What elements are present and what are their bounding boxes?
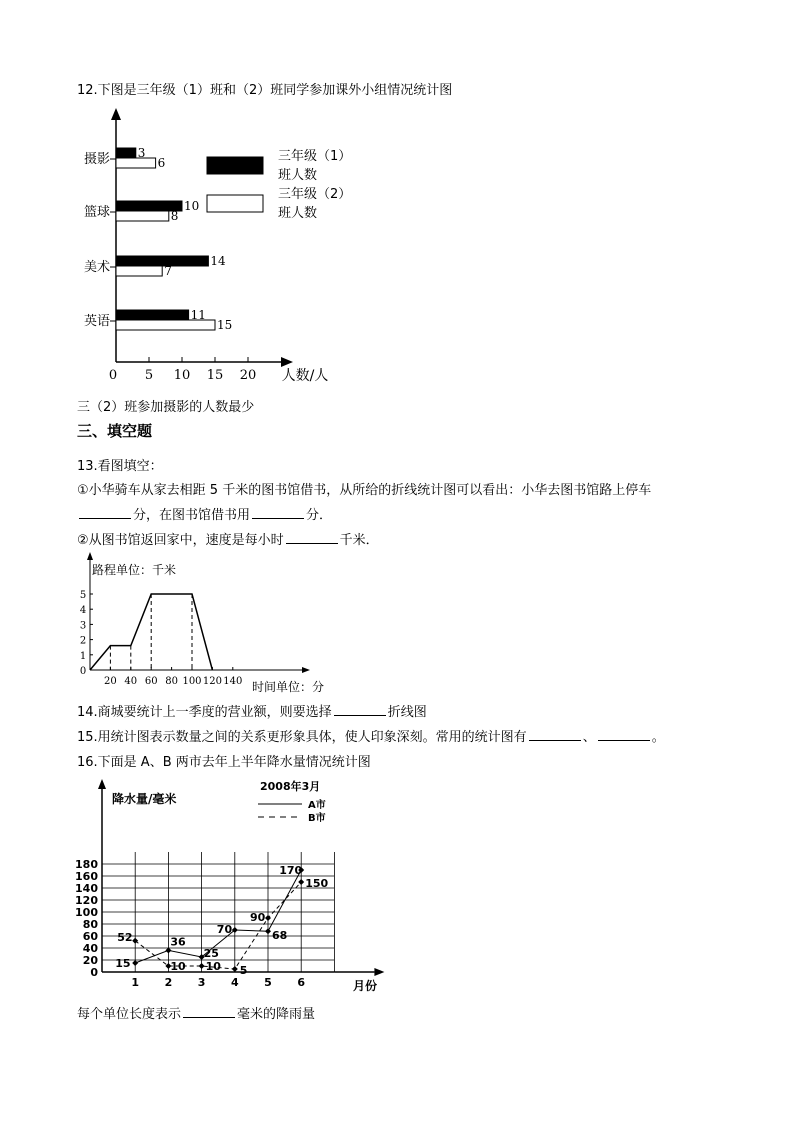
bar [116, 148, 136, 158]
q15 [77, 726, 665, 745]
category-label: 摄影 [83, 152, 111, 167]
data-point [132, 960, 138, 966]
x-tick-label: 2 [164, 976, 173, 989]
bar-value-label: 15 [217, 318, 233, 332]
data-label: 10 [205, 960, 221, 973]
bar [116, 310, 189, 320]
q13-part1-text: ①小华骑车从家去相距 5 千米的图书馆借书，从所给的折线统计图可以看出：小华去图书馆路上停车 [77, 483, 652, 498]
legend-label: B市 [308, 813, 326, 824]
data-point [199, 963, 205, 969]
answer-blank[interactable] [334, 703, 386, 716]
data-label: 52 [117, 930, 133, 944]
bar-chart-bars [116, 148, 215, 330]
data-label: 25 [203, 947, 219, 960]
q13-part2 [77, 529, 379, 548]
x-tick-label: 40 [124, 676, 138, 687]
bar [116, 211, 169, 221]
line-chart-path [90, 594, 212, 670]
answer-blank[interactable] [183, 1005, 235, 1018]
bar-value-label: 10 [184, 199, 200, 213]
x-tick-label: 20 [104, 676, 117, 687]
q12-title: 12.下图是三年级（1）班和（2）班同学参加课外小组情况统计图 [77, 83, 453, 98]
rainfall-chart-labels [75, 791, 377, 993]
y-tick-label: 60 [82, 930, 98, 943]
x-tick-label: 1 [131, 976, 140, 989]
legend-label: 班人数 [278, 168, 318, 183]
x-tick-label: 3 [197, 976, 206, 989]
y-axis-label: 降水量/毫米 [112, 792, 177, 806]
x-tick-label: 5 [144, 368, 154, 383]
data-label: 5 [239, 964, 248, 977]
x-tick-label: 100 [182, 676, 202, 687]
bar-chart-legend [207, 148, 351, 221]
answer-blank[interactable] [252, 506, 304, 519]
y-tick-label: 180 [75, 858, 98, 871]
rainfall-chart-grid [98, 779, 384, 976]
data-label: 170 [279, 864, 303, 877]
y-axis-arrow [111, 108, 121, 120]
line-chart-labels [80, 562, 324, 694]
legend-label: 三年级（2） [278, 187, 352, 202]
q15-after: 。 [651, 730, 665, 745]
bar-value-label: 14 [210, 254, 226, 268]
category-label: 篮球 [83, 205, 111, 220]
y-tick-label: 2 [79, 635, 87, 647]
data-label: 68 [272, 929, 288, 943]
q13-part2-text: ②从图书馆返回家中，速度是每小时 [77, 533, 284, 548]
x-tick-label: 60 [144, 676, 158, 687]
bar [116, 256, 208, 266]
y-tick-label: 4 [79, 605, 87, 617]
x-tick-label: 20 [239, 368, 257, 383]
rainfall-chart-legend [258, 779, 326, 824]
y-tick-label: 140 [75, 882, 98, 895]
q13-part1-line2 [77, 504, 332, 523]
x-tick-label: 5 [264, 976, 272, 989]
x-axis-label: 月份 [353, 979, 378, 993]
x-tick-label: 10 [173, 368, 191, 383]
data-label: 10 [170, 960, 186, 973]
x-tick-label: 4 [230, 976, 239, 989]
y-axis-arrow [87, 552, 93, 560]
bar [116, 266, 162, 276]
data-label: 15 [115, 957, 131, 970]
x-axis-label: 时间单位：分 [252, 680, 325, 694]
y-tick-label: 160 [75, 870, 98, 883]
x-axis-arrow [302, 667, 310, 673]
q16-question-text: 每个单位长度表示 [77, 1007, 182, 1022]
x-tick-label: 6 [297, 976, 306, 989]
class-activity-bar-chart [70, 104, 370, 394]
distance-time-line-chart [70, 550, 330, 698]
category-label: 英语 [83, 314, 111, 329]
q15-sep: 、 [582, 730, 596, 745]
data-point [265, 928, 271, 934]
x-tick-label: 120 [202, 676, 222, 687]
answer-blank[interactable] [286, 531, 338, 544]
y-tick-label: 0 [90, 966, 98, 979]
q13-title: 13.看图填空： [77, 459, 163, 474]
rainfall-line-chart [70, 775, 390, 997]
legend-swatch [207, 157, 263, 174]
bar-value-label: 8 [170, 209, 179, 223]
y-tick-label: 1 [79, 650, 87, 662]
y-tick-label: 20 [82, 954, 98, 967]
q14-after: 折线图 [387, 705, 427, 720]
x-tick-label: 140 [223, 676, 243, 687]
y-tick-label: 3 [79, 620, 87, 632]
legend-swatch [207, 195, 263, 212]
q12-statement: 三（2）班参加摄影的人数最少 [77, 400, 255, 415]
y-tick-label: 5 [79, 590, 87, 601]
y-tick-label: 100 [75, 906, 98, 919]
y-tick-label: 40 [82, 942, 98, 955]
data-label: 36 [170, 935, 186, 949]
q15-text: 15.用统计图表示数量之间的关系更形象具体，使人印象深刻。常用的统计图有 [77, 730, 527, 745]
x-axis-arrow [281, 357, 293, 367]
y-tick-label: 0 [79, 666, 87, 677]
x-tick-label: 80 [165, 676, 178, 687]
bar-value-label: 6 [157, 156, 166, 170]
data-point [265, 915, 271, 921]
x-tick-label: 0 [108, 368, 118, 383]
bar-value-label: 11 [190, 308, 206, 322]
legend-label: 三年级（1） [278, 149, 352, 164]
section-heading: 三、填空题 [77, 422, 153, 440]
x-axis-label: 人数/人 [281, 368, 329, 384]
answer-blank[interactable] [529, 728, 581, 741]
q16-question [77, 1003, 315, 1022]
q13-part1-end: 分． [306, 508, 333, 523]
bar-value-label: 7 [164, 264, 172, 278]
y-tick-label: 80 [82, 918, 98, 931]
q16-title: 16.下面是 A、B 两市去年上半年降水量情况统计图 [77, 755, 371, 770]
answer-blank[interactable] [598, 728, 650, 741]
q13-part2-end: 千米． [339, 533, 379, 548]
data-label: 150 [305, 877, 329, 890]
x-tick-label: 15 [206, 368, 224, 383]
q13-part1-mid: 分，在图书馆借书用 [133, 508, 251, 523]
x-axis-arrow [374, 968, 384, 976]
answer-blank[interactable] [79, 506, 131, 519]
q14-text: 14.商城要统计上一季度的营业额，则要选择 [77, 705, 332, 720]
q16-question-after: 毫米的降雨量 [237, 1007, 316, 1022]
data-point [298, 879, 304, 885]
y-axis-label: 路程单位：千米 [92, 563, 177, 577]
data-point [232, 966, 238, 972]
q14 [77, 701, 427, 720]
y-axis-arrow [98, 779, 106, 789]
legend-label: A市 [308, 800, 326, 811]
bar-value-label: 3 [137, 146, 146, 160]
legend-label: 班人数 [278, 206, 318, 221]
bar [116, 158, 156, 168]
legend-title: 2008年3月 [260, 780, 321, 793]
y-tick-label: 120 [75, 894, 98, 907]
data-label: 70 [216, 923, 233, 936]
category-label: 美术 [83, 260, 111, 275]
data-label: 90 [250, 911, 266, 924]
